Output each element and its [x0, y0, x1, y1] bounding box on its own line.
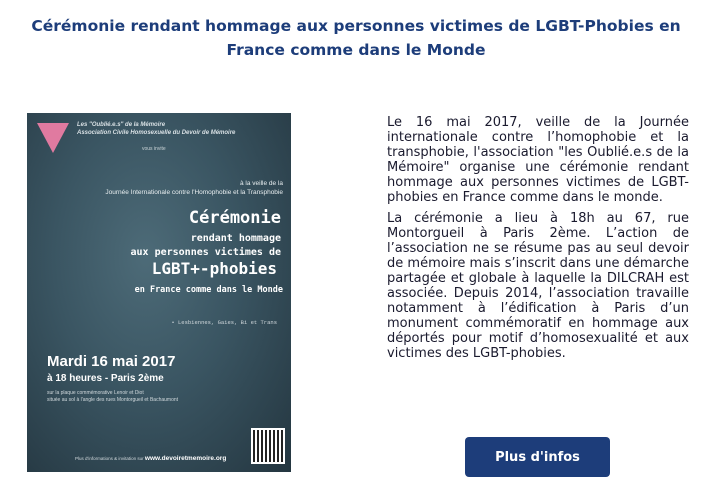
- poster-invite: vous invite: [142, 146, 166, 152]
- poster-veille: à la veille de la Journée Internationale contre l'Homophobie et la Transphobie: [105, 180, 283, 196]
- poster-organization: Les "Oublié.e.s" de la Mémoire Association Civile Homosexuelle du Devoir de Mémoire: [77, 122, 236, 136]
- event-poster-image: [27, 113, 291, 472]
- poster-heading: Cérémonie: [188, 208, 281, 228]
- poster-subheading-2: aux personnes victimes de: [130, 247, 281, 258]
- more-info-button[interactable]: Plus d'infos: [465, 437, 610, 477]
- poster-france: en France comme dans le Monde: [134, 285, 283, 295]
- paragraph-intro: Le 16 mai 2017, veille de la Journée internationale contre l’homophobie et la transphobie, l'association "les Oublié.e.s de la Mémoire" organise une cérémonie rendant hommage aux personnes victimes de LGBT-phobies en France comme dans le monde.: [387, 115, 689, 205]
- poster-lgbt: LGBT+-phobies: [151, 259, 277, 278]
- paragraph-details: La cérémonie a lieu à 18h au 67, rue Montorgueil à Paris 2ème. L’action de l’association ne se résume pas au seul devoir de mémoire mais s’inscrit dans une démarche partagée et globale à laquelle la DILCRAH est associée. Depuis 2014, l’association travaille notamment à l’édification à Paris d’un monument commémoratif en hommage aux déportés pour motif d’homosexualité et aux victimes des LGBT-phobies.: [387, 211, 689, 361]
- qr-code-icon: [253, 430, 283, 462]
- poster-subheading: rendant hommage: [190, 233, 281, 244]
- poster-date: Mardi 16 mai 2017: [47, 353, 176, 370]
- poster-footer: Plus d'informations & invitation sur www.devoiretmemoire.org: [75, 455, 227, 462]
- pink-triangle-logo: [37, 123, 69, 153]
- article-text: [387, 115, 689, 367]
- poster-time: à 18 heures - Paris 2ème: [47, 373, 164, 384]
- page-title: Cérémonie rendant hommage aux personnes victimes de LGBT-Phobies en France comme dans le Monde: [31, 17, 681, 59]
- poster-location: sur la plaque commémorative Lenoir et Diot située au sol à l'angle des rues Montorgueil et Bachaumont: [47, 390, 179, 403]
- poster-lesbiennes: • Lesbiennes, Gaies, Bi et Trans: [171, 319, 277, 326]
